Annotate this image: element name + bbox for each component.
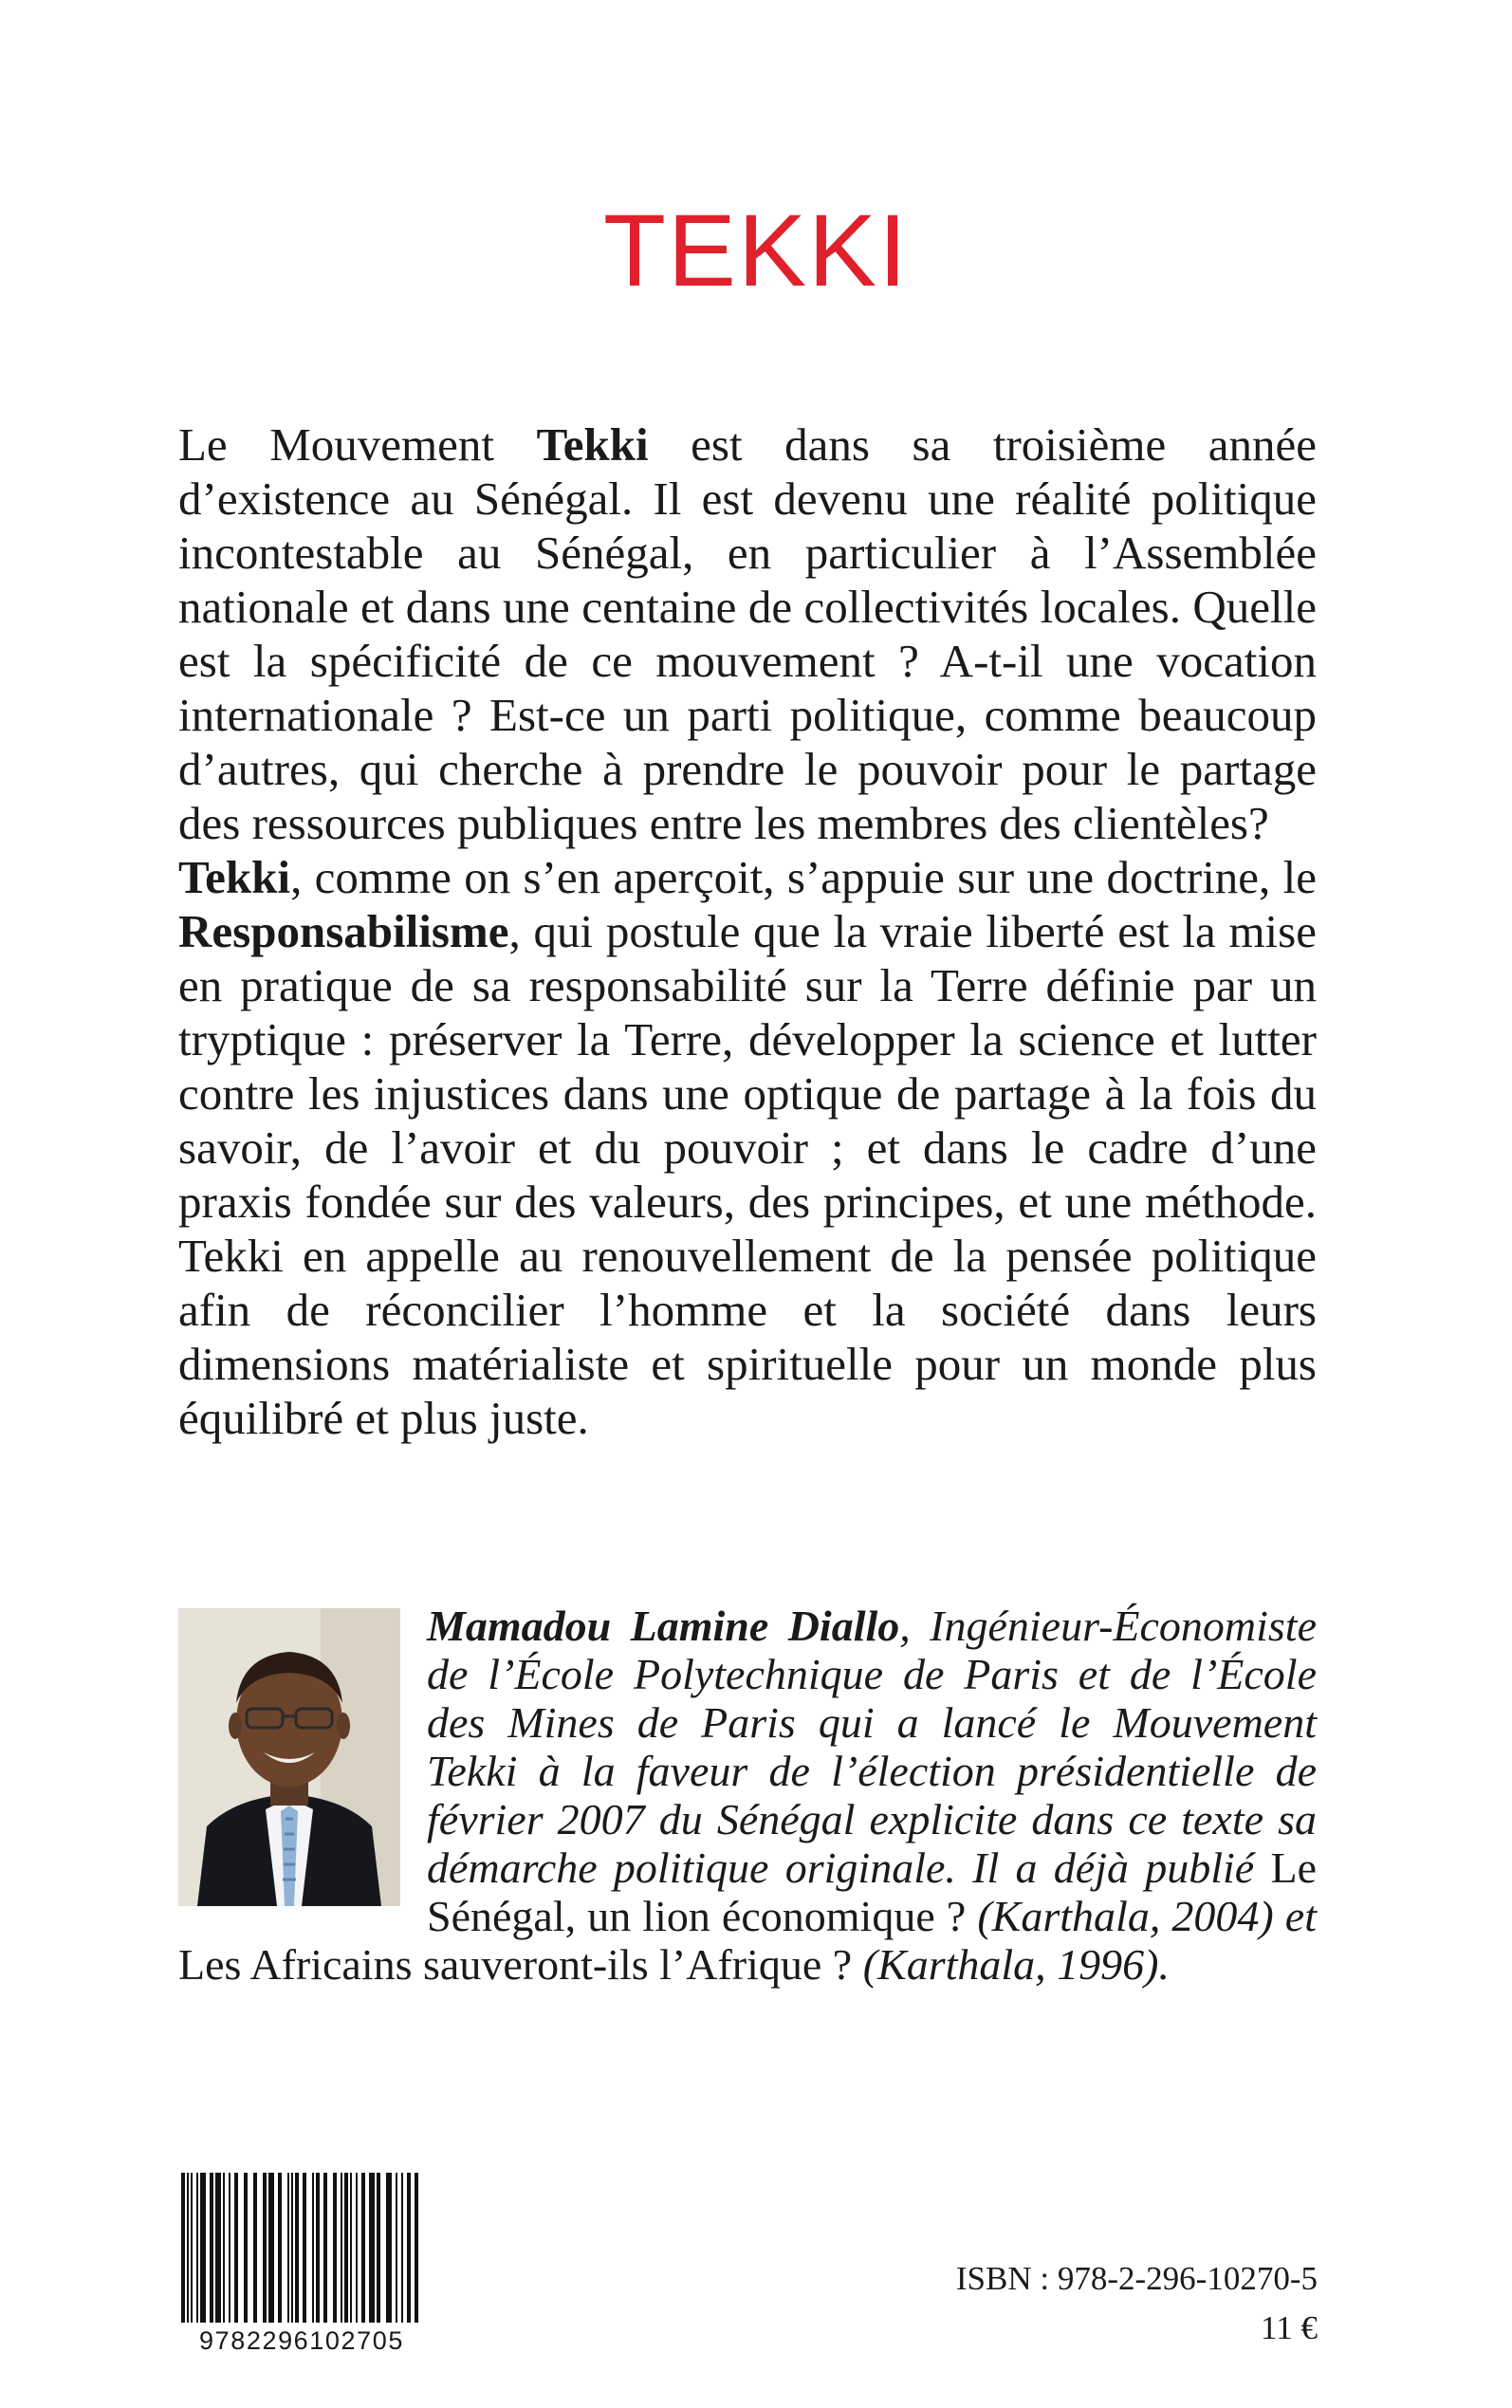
book-reference-2: Les Africains sauveront-ils l’Afrique ? — [178, 1940, 853, 1989]
barcode-bars — [177, 2173, 426, 2323]
barcode-bar — [200, 2173, 206, 2323]
movement-name: Tekki — [178, 851, 291, 903]
barcode-bar — [210, 2173, 213, 2323]
barcode-bar — [181, 2173, 185, 2323]
barcode-bar — [344, 2173, 348, 2323]
blurb-paragraph-1 — [178, 417, 1317, 850]
publisher-reference-1: (Karthala, 2004) et — [966, 1892, 1318, 1940]
barcode-bar — [268, 2173, 274, 2323]
barcode-bar — [396, 2173, 397, 2323]
blurb-text: est dans sa troisième année d’existence au Sénégal. Il est devenu une réalité politique incontestable au Sénégal, en particulier à l’Assemblée nationale et dans une centaine de collectivités locales. Quelle est la spécificité de ce mouvement ? A-t-il une vocation internationale ? Est-ce un parti politique, comme beaucoup d’autres, qui cherche à prendre le pouvoir pour le partage des ressources publiques entre les membres des clientèles? — [178, 418, 1317, 849]
blurb-text: , comme on s’en aperçoit, s’appuie sur une doctrine, le — [290, 851, 1317, 903]
barcode-bar — [369, 2173, 375, 2323]
barcode-bar — [229, 2173, 230, 2323]
barcode-bar — [187, 2173, 189, 2323]
blurb-text: , qui postule que la vraie liberté est la mise en pratique de sa responsabilité sur la Terre définie par un tryptique : préserver la Terre, développer la science et lutter contre les injustices dans une optique de partage à la fois du savoir, de l’avoir et du pouvoir ; et dans le cadre d’une praxis fondée sur des valeurs, des principes, et une méthode. Tekki en appelle au renouvellement de la pensée politique afin de réconcilier l’homme et la société dans leurs dimensions matérialiste et spirituelle pour un monde plus équilibré et plus juste. — [178, 905, 1317, 1444]
blurb-text: Le Mouvement — [178, 418, 537, 471]
barcode-bar — [333, 2173, 337, 2323]
book-title: TEKKI — [602, 193, 910, 307]
movement-name: Tekki — [536, 418, 649, 471]
barcode-bar — [191, 2173, 193, 2323]
barcode-bar — [287, 2173, 289, 2323]
barcode-bar — [401, 2173, 403, 2323]
barcode-bar — [215, 2173, 221, 2323]
barcode-number: 9782296102705 — [198, 2326, 404, 2355]
barcode-bar — [234, 2173, 238, 2323]
barcode-bar — [196, 2173, 198, 2323]
book-reference-1: Le Sénégal, un lion économique ? — [427, 1843, 1317, 1940]
author-name: Mamadou Lamine Diallo — [427, 1602, 900, 1650]
barcode-bar — [244, 2173, 248, 2323]
barcode-bar — [253, 2173, 257, 2323]
price: 11 € — [1261, 2309, 1318, 2346]
doctrine-name: Responsabilisme — [178, 905, 509, 957]
barcode-bar — [223, 2173, 225, 2323]
barcode — [177, 2173, 426, 2354]
barcode-bar — [341, 2173, 342, 2323]
barcode-bar — [316, 2173, 320, 2323]
book-blurb — [178, 417, 1317, 1445]
barcode-bar — [361, 2173, 365, 2323]
barcode-bar — [323, 2173, 327, 2323]
barcode-bar — [278, 2173, 282, 2323]
blurb-paragraph-2 — [178, 850, 1317, 1445]
isbn: ISBN : 978-2-296-10270-5 — [955, 2260, 1318, 2297]
barcode-bar — [291, 2173, 293, 2323]
barcode-bar — [350, 2173, 352, 2323]
barcode-bar — [415, 2173, 418, 2323]
barcode-bar — [386, 2173, 392, 2323]
author-section — [178, 1602, 1317, 1989]
barcode-bar — [263, 2173, 267, 2323]
author-bio: , Ingénieur-Économiste de l’École Polytechnique de Paris et de l’École des Mines de Paris qui a lancé le Mouvement Tekki à la faveur de l’élection présidentielle de février 2007 du Sénégal explicite dans ce texte sa démarche politique originale. Il a déjà publié — [427, 1602, 1317, 1892]
author-photo — [178, 1608, 400, 1906]
barcode-bar — [295, 2173, 299, 2323]
publisher-reference-2: (Karthala, 1996). — [852, 1940, 1170, 1989]
barcode-bar — [377, 2173, 380, 2323]
barcode-bar — [356, 2173, 358, 2323]
barcode-bar — [303, 2173, 306, 2323]
barcode-bar — [407, 2173, 411, 2323]
barcode-bar — [312, 2173, 314, 2323]
